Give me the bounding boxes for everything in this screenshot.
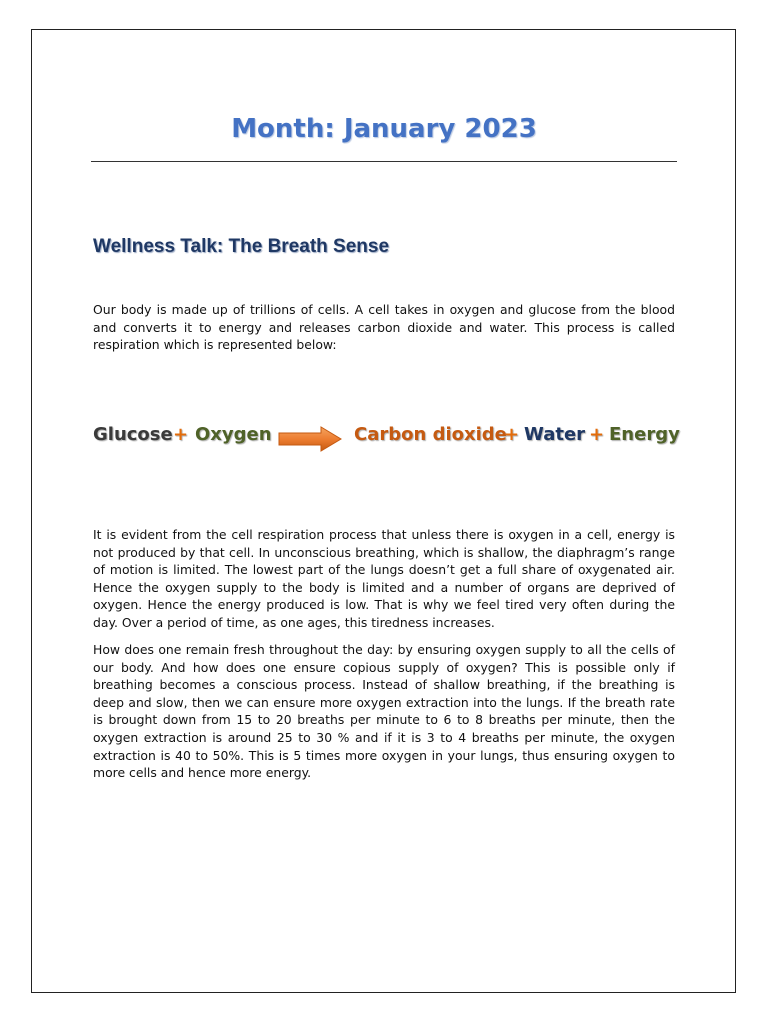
body-paragraph-2: How does one remain fresh throughout the day: by ensuring oxygen supply to all the cells of our body. And how does one ensure copious supply of oxygen? This is possible only if breathing becomes a conscious process. Instead of shallow breathing, if the breathing is deep and slow, then we can ensure more oxygen extraction into the lungs. If the breath rate is brought down from 15 to 20 breaths per minute to 6 to 8 breaths per minute, then the oxygen extraction is around 25 to 30 % and if it is 3 to 4 breaths per minute, the oxygen extraction is 40 to 50%. This is 5 times more oxygen in your lungs, thus ensuring oxygen to more cells and hence more energy. <box>93 642 675 781</box>
equation-glucose: Glucose <box>93 424 173 445</box>
title-divider <box>91 161 677 162</box>
body-paragraph-1: It is evident from the cell respiration process that unless there is oxygen in a cell, energy is not produced by that cell. In unconscious breathing, which is shallow, the diaphragm’s range of motion is limited. The lowest part of the lungs doesn’t get a full share of oxygenated air. Hence the oxygen supply to the body is limited and a number of organs are deprived of oxygen. Hence the energy produced is low. That is why we feel tired very often during the day. Over a period of time, as one ages, this tiredness increases. <box>93 527 675 630</box>
page-frame <box>31 29 736 993</box>
intro-paragraph: Our body is made up of trillions of cells. A cell takes in oxygen and glucose from the blood and converts it to energy and releases carbon dioxide and water. This process is called respiration which is represented below: <box>93 302 675 353</box>
right-arrow-icon <box>278 426 342 457</box>
equation-water: Water <box>524 424 586 445</box>
month-title: Month: January 2023 <box>231 114 537 144</box>
equation-plus-2: + <box>504 424 520 445</box>
equation-carbon-dioxide: Carbon dioxide <box>354 424 507 445</box>
equation-energy: Energy <box>609 424 680 445</box>
respiration-equation <box>93 424 678 454</box>
equation-plus-1: + <box>173 424 189 445</box>
equation-oxygen: Oxygen <box>195 424 272 445</box>
equation-plus-3: + <box>589 424 605 445</box>
section-heading: Wellness Talk: The Breath Sense <box>93 236 390 257</box>
